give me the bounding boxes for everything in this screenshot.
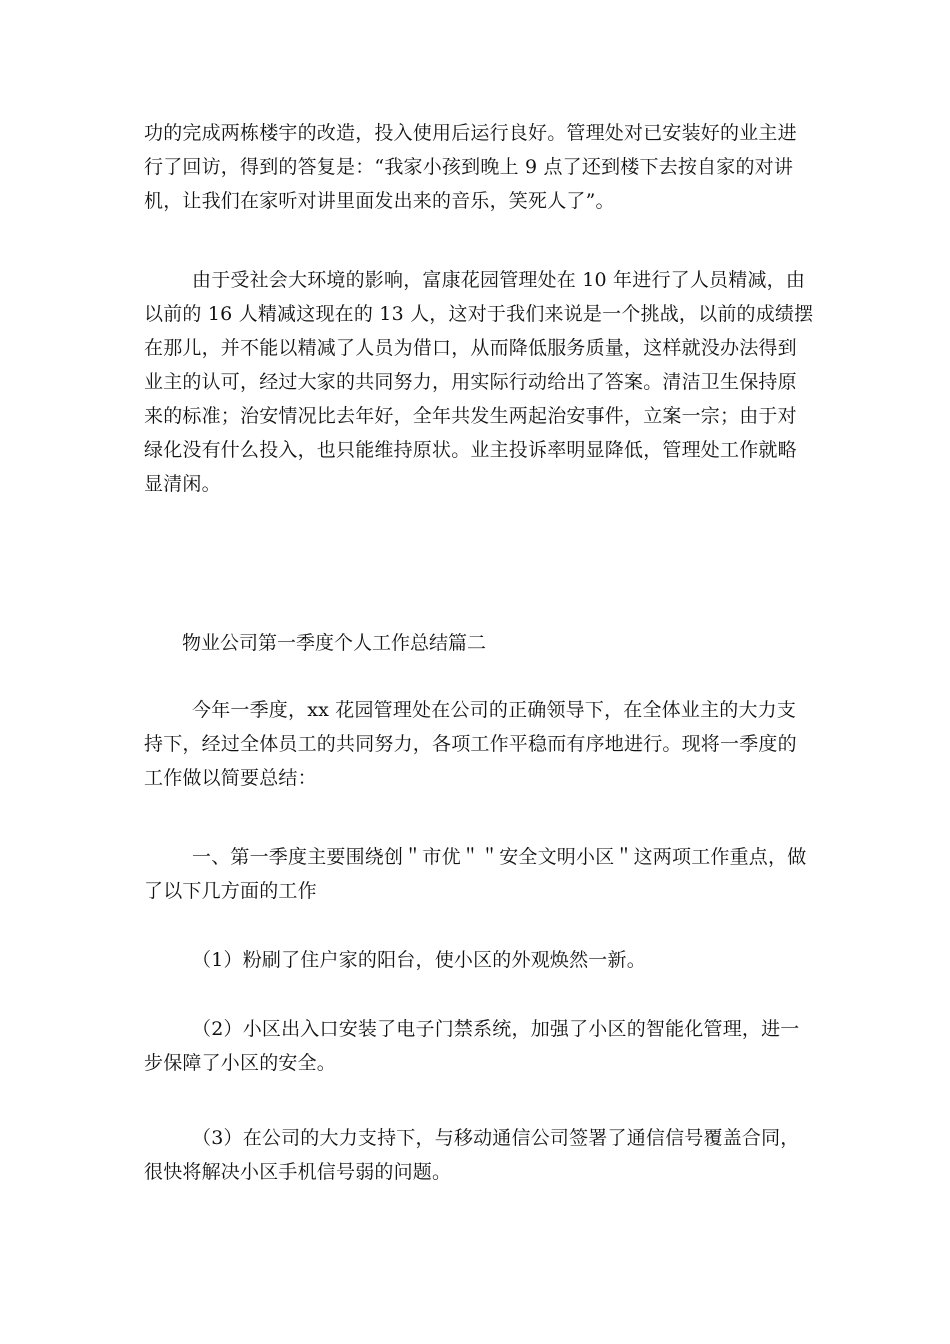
paragraph-staff-reduction [144, 263, 816, 501]
text-line: 行了回访，得到的答复是：“我家小孩到晚上 9 点了还到楼下去按自家的对讲 [144, 156, 794, 178]
text-line: 持下，经过全体员工的共同努力，各项工作平稳而有序地进行。现将一季度的 [144, 733, 797, 755]
text-line: 了以下几方面的工作 [144, 880, 317, 902]
text-line: （1）粉刷了住户家的阳台，使小区的外观焕然一新。 [192, 949, 646, 971]
text-line: 由于受社会大环境的影响，富康花园管理处在 10 年进行了人员精减，由 [192, 269, 806, 291]
text-line: 工作做以简要总结： [144, 767, 317, 789]
text-line: 来的标准；治安情况比去年好，全年共发生两起治安事件，立案一宗；由于对 [144, 405, 797, 427]
text-line: 功的完成两栋楼宇的改造，投入使用后运行良好。管理处对已安装好的业主进 [144, 122, 797, 144]
text-line: （3）在公司的大力支持下，与移动通信公司签署了通信信号覆盖合同， [192, 1127, 800, 1149]
text-line: 很快将解决小区手机信号弱的问题。 [144, 1161, 452, 1183]
text-line: 步保障了小区的安全。 [144, 1052, 337, 1074]
text-line: （2）小区出入口安装了电子门禁系统，加强了小区的智能化管理，进一 [192, 1018, 800, 1040]
list-item-3 [144, 1121, 816, 1189]
list-item-1 [144, 943, 816, 977]
section-heading: 物业公司第一季度个人工作总结篇二 [182, 632, 487, 654]
paragraph-work-focus [144, 840, 816, 908]
text-line: 机，让我们在家听对讲里面发出来的音乐，笑死人了”。 [144, 190, 615, 212]
list-item-2 [144, 1012, 816, 1080]
paragraph-quarter-intro [144, 693, 816, 795]
text-line: 业主的认可，经过大家的共同努力，用实际行动给出了答案。清洁卫生保持原 [144, 371, 797, 393]
text-line: 绿化没有什么投入，也只能维持原状。业主投诉率明显降低，管理处工作就略 [144, 439, 797, 461]
text-line: 以前的 16 人精减这现在的 13 人，这对于我们来说是一个挑战，以前的成绩摆 [144, 303, 814, 325]
text-line: 在那儿，并不能以精减了人员为借口，从而降低服务质量，这样就没办法得到 [144, 337, 797, 359]
text-line: 今年一季度，xx 花园管理处在公司的正确领导下，在全体业主的大力支 [192, 699, 797, 721]
paragraph-renovation-result [144, 116, 816, 218]
text-line: 一、第一季度主要围绕创＂市优＂＂安全文明小区＂这两项工作重点，做 [192, 846, 807, 868]
text-line: 显清闲。 [144, 473, 221, 495]
